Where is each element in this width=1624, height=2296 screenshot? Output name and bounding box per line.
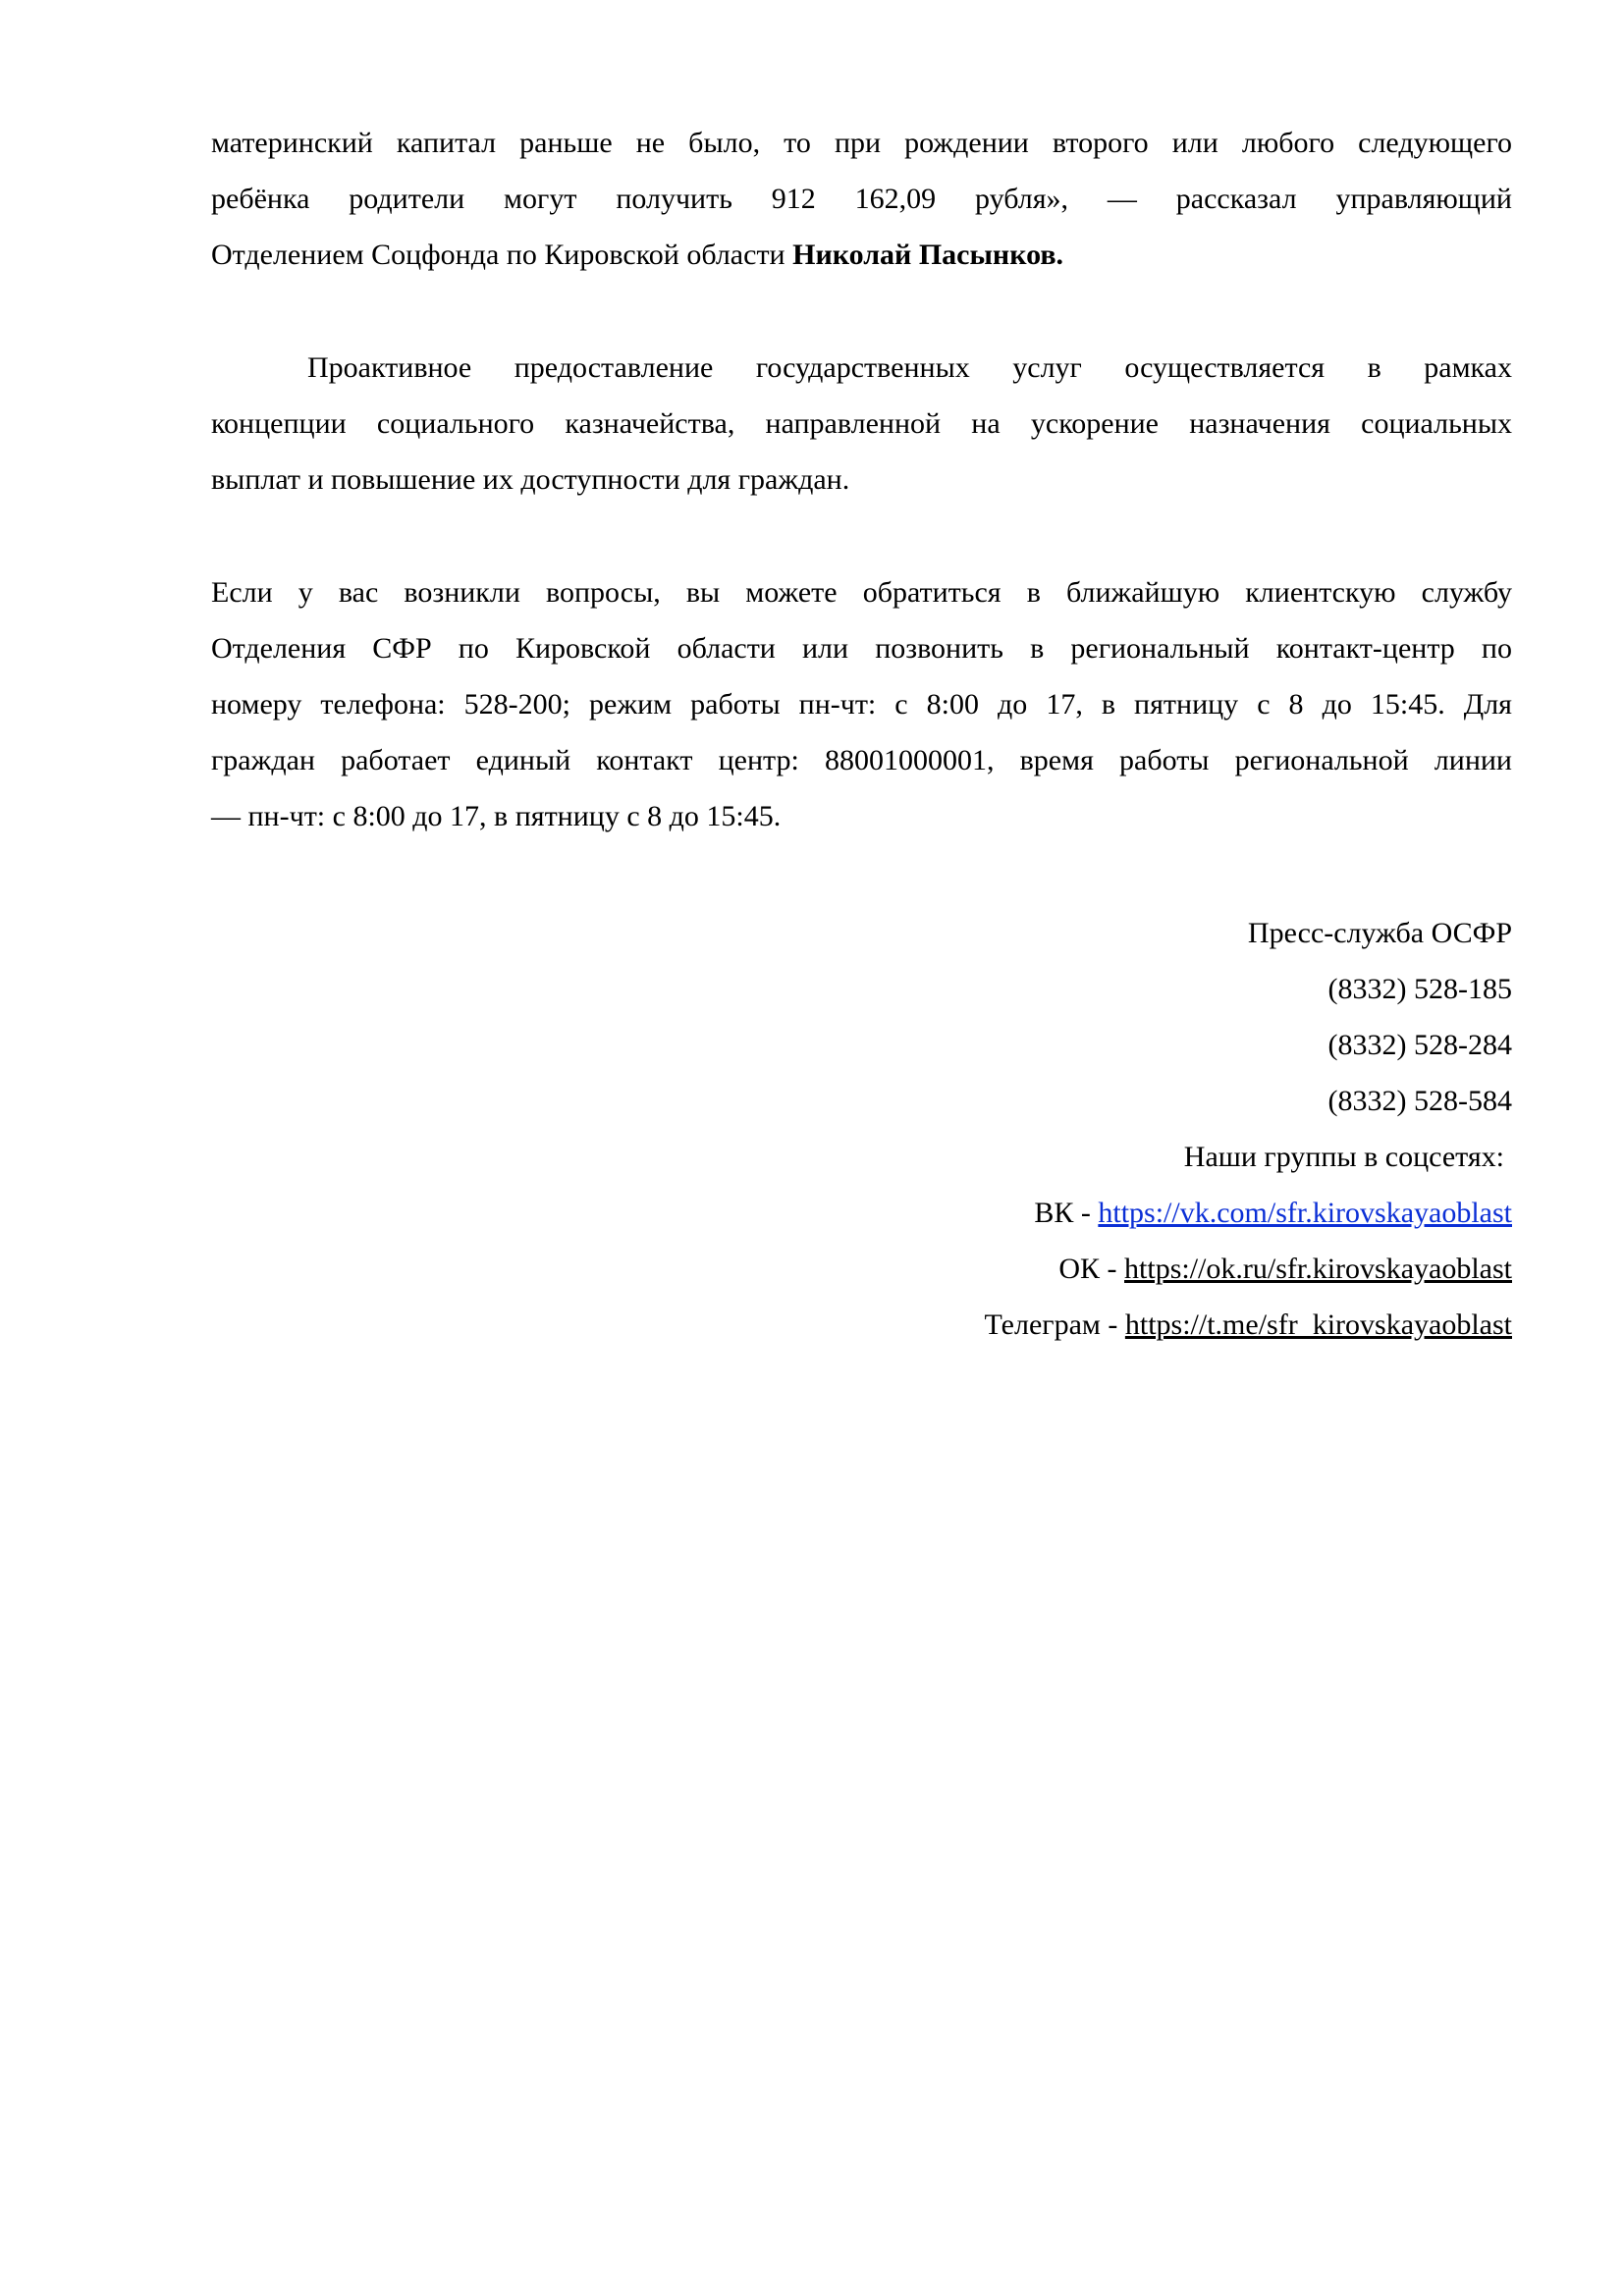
paragraph [211, 564, 1512, 844]
paragraph-line: Отделения СФР по Кировской области или позвонить в региональный контакт-центр по [211, 632, 1512, 665]
vk-link[interactable]: https://vk.com/sfr.kirovskayaoblast [1098, 1197, 1512, 1229]
paragraph-line: ребёнка родители могут получить 912 162,09 рубля», — рассказал управляющий [211, 183, 1512, 215]
paragraph [211, 115, 1512, 283]
paragraph [211, 340, 1512, 507]
paragraph-line: — пн-чт: с 8:00 до 17, в пятницу с 8 до 15:45. [211, 800, 782, 832]
paragraph-contact-info [211, 564, 1512, 844]
phone-number: (8332) 528-185 [1327, 973, 1512, 1005]
telegram-link[interactable]: https://t.me/sfr_kirovskayaoblast [1124, 1308, 1512, 1341]
manager-name: Николай Пасынков. [792, 239, 1064, 271]
phone-number: (8332) 528-584 [1327, 1085, 1512, 1117]
paragraph-proactive-services [211, 340, 1512, 507]
paragraph-line: граждан работает единый контакт центр: 88001000001, время работы региональной линии [211, 744, 1512, 776]
press-service-label: Пресс-служба ОСФР [1247, 917, 1512, 949]
paragraph-line: выплат и повышение их доступности для граждан. [211, 463, 850, 496]
social-heading: Наши группы в соцсетях: [1183, 1141, 1504, 1173]
ok-link[interactable]: https://ok.ru/sfr.kirovskayaoblast [1124, 1253, 1512, 1285]
manager-title-text: Отделением Соцфонда по Кировской области [211, 239, 793, 271]
social-label: Телеграм - [984, 1308, 1125, 1341]
paragraph-line: Проактивное предоставление государственных услуг осуществляется в рамках [307, 351, 1512, 384]
paragraph-line: концепции социального казначейства, направленной на ускорение назначения социальных [211, 407, 1512, 440]
paragraph-line [211, 227, 1512, 283]
social-label: ОК - [1058, 1253, 1125, 1285]
social-link-row-vk [800, 1185, 1512, 1241]
paragraph-quote-end [211, 115, 1512, 283]
paragraph-line: Если у вас возникли вопросы, вы можете обратиться в ближайшую клиентскую службу [211, 576, 1512, 609]
press-contacts [800, 905, 1512, 1353]
social-link-row-telegram [800, 1297, 1512, 1353]
paragraph-line: материнский капитал раньше не было, то при рождении второго или любого следующего [211, 127, 1512, 159]
phone-number: (8332) 528-284 [1327, 1029, 1512, 1061]
social-label: ВК - [1034, 1197, 1099, 1229]
social-link-row-ok [800, 1241, 1512, 1297]
paragraph-line: номеру телефона: 528-200; режим работы пн-чт: с 8:00 до 17, в пятницу с 8 до 15:45. Для [211, 688, 1512, 721]
